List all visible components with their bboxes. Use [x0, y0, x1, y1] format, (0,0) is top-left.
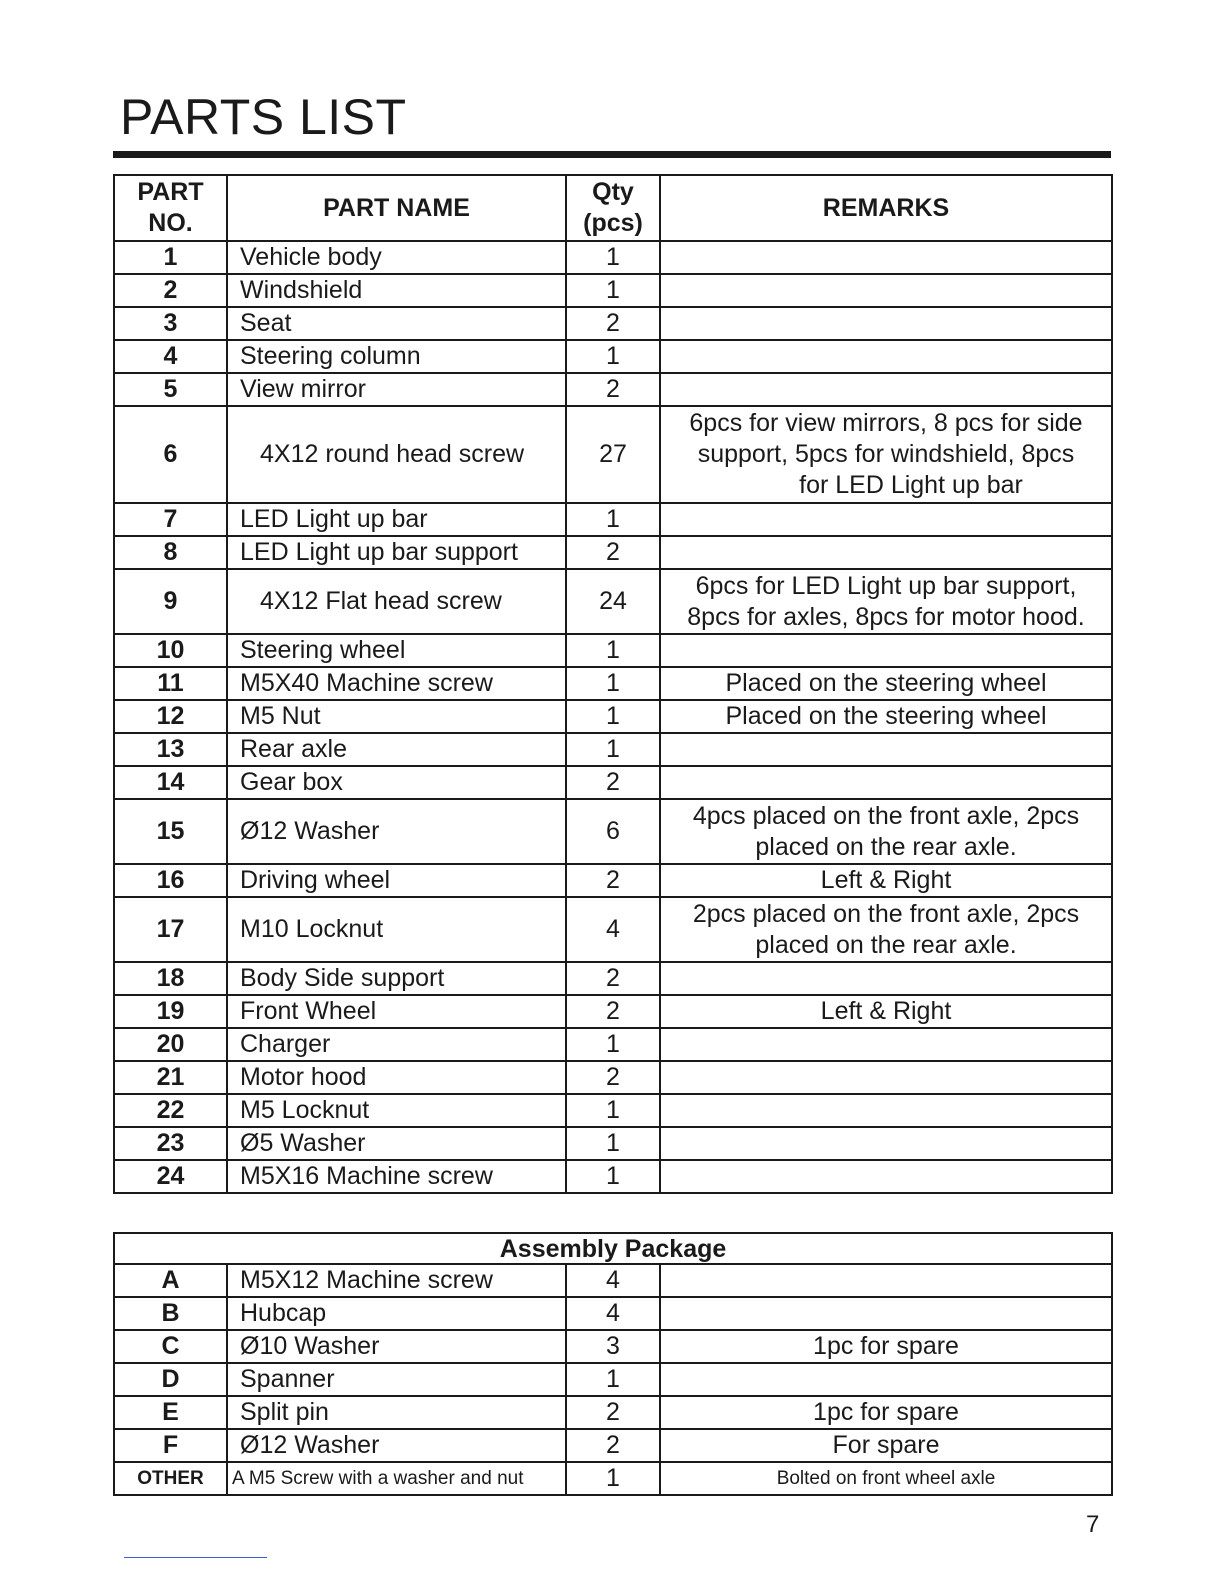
part-remarks [660, 241, 1112, 274]
part-no: 17 [114, 897, 227, 962]
part-remarks [660, 1094, 1112, 1127]
part-remarks: Left & Right [660, 864, 1112, 897]
part-no: 19 [114, 995, 227, 1028]
part-remarks [660, 1061, 1112, 1094]
part-remarks [660, 503, 1112, 536]
part-remarks [660, 1264, 1112, 1297]
part-name: Steering wheel [227, 634, 566, 667]
part-no: 1 [114, 241, 227, 274]
part-name: Rear axle [227, 733, 566, 766]
part-qty: 1 [566, 241, 660, 274]
part-qty: 1 [566, 1160, 660, 1193]
col-header-qty: Qty (pcs) [566, 175, 660, 241]
part-name: Vehicle body [227, 241, 566, 274]
part-no: 11 [114, 667, 227, 700]
part-name: Ø12 Washer [227, 1429, 566, 1462]
part-name: Hubcap [227, 1297, 566, 1330]
part-name: M5X16 Machine screw [227, 1160, 566, 1193]
part-remarks: 4pcs placed on the front axle, 2pcs placed on the rear axle. [660, 799, 1112, 864]
table-row [114, 1127, 1112, 1160]
part-qty: 1 [566, 1363, 660, 1396]
part-no: 14 [114, 766, 227, 799]
part-name: Charger [227, 1028, 566, 1061]
table-row [114, 1028, 1112, 1061]
part-remarks: Placed on the steering wheel [660, 700, 1112, 733]
part-qty: 1 [566, 340, 660, 373]
part-remarks [660, 373, 1112, 406]
part-qty: 24 [566, 569, 660, 634]
table-row [114, 1396, 1112, 1429]
part-name: M5X40 Machine screw [227, 667, 566, 700]
parts-table-header [114, 175, 1112, 241]
part-remarks [660, 766, 1112, 799]
part-remarks [660, 1297, 1112, 1330]
part-name: LED Light up bar [227, 503, 566, 536]
part-name: Seat [227, 307, 566, 340]
part-remarks [660, 536, 1112, 569]
part-qty: 1 [566, 503, 660, 536]
part-name: Windshield [227, 274, 566, 307]
part-no: 12 [114, 700, 227, 733]
table-row [114, 995, 1112, 1028]
table-row [114, 536, 1112, 569]
part-no: 16 [114, 864, 227, 897]
part-name: Ø12 Washer [227, 799, 566, 864]
part-qty: 1 [566, 274, 660, 307]
part-remarks [660, 634, 1112, 667]
part-qty: 2 [566, 1396, 660, 1429]
part-qty: 2 [566, 995, 660, 1028]
part-qty: 1 [566, 1094, 660, 1127]
part-no: 4 [114, 340, 227, 373]
part-no: 2 [114, 274, 227, 307]
part-name: View mirror [227, 373, 566, 406]
part-remarks [660, 962, 1112, 995]
part-qty: 2 [566, 1061, 660, 1094]
part-qty: 2 [566, 864, 660, 897]
part-no: 13 [114, 733, 227, 766]
table-row [114, 1094, 1112, 1127]
part-qty: 2 [566, 373, 660, 406]
assembly-package-table [113, 1232, 1113, 1496]
assembly-package-header [114, 1233, 1112, 1264]
part-qty: 1 [566, 733, 660, 766]
part-remarks: 6pcs for LED Light up bar support, 8pcs for axles, 8pcs for motor hood. [660, 569, 1112, 634]
table-row [114, 897, 1112, 962]
page-title: PARTS LIST [120, 89, 407, 145]
part-no: 24 [114, 1160, 227, 1193]
part-no: E [114, 1396, 227, 1429]
part-no: B [114, 1297, 227, 1330]
part-qty: 2 [566, 1429, 660, 1462]
part-name: Front Wheel [227, 995, 566, 1028]
table-row [114, 1363, 1112, 1396]
part-no: 20 [114, 1028, 227, 1061]
table-row [114, 406, 1112, 503]
part-name: Gear box [227, 766, 566, 799]
part-qty: 2 [566, 307, 660, 340]
table-row [114, 700, 1112, 733]
part-remarks: Bolted on front wheel axle [660, 1462, 1112, 1495]
table-row [114, 569, 1112, 634]
part-remarks [660, 274, 1112, 307]
part-qty: 4 [566, 1264, 660, 1297]
table-row [114, 1264, 1112, 1297]
part-remarks: 1pc for spare [660, 1396, 1112, 1429]
part-name: LED Light up bar support [227, 536, 566, 569]
table-row [114, 340, 1112, 373]
part-qty: 1 [566, 667, 660, 700]
part-no: A [114, 1264, 227, 1297]
table-row [114, 634, 1112, 667]
part-qty: 1 [566, 1028, 660, 1061]
part-qty: 2 [566, 536, 660, 569]
part-remarks: 2pcs placed on the front axle, 2pcs placed on the rear axle. [660, 897, 1112, 962]
col-header-part-no: PART NO. [114, 175, 227, 241]
part-name: M10 Locknut [227, 897, 566, 962]
part-qty: 2 [566, 962, 660, 995]
part-qty: 4 [566, 1297, 660, 1330]
part-name: 4X12 round head screw [227, 406, 566, 503]
assembly-package-title: Assembly Package [114, 1233, 1112, 1264]
table-row [114, 1330, 1112, 1363]
table-row [114, 1429, 1112, 1462]
part-no: F [114, 1429, 227, 1462]
part-remarks [660, 1028, 1112, 1061]
title-divider [113, 151, 1111, 158]
part-name: Body Side support [227, 962, 566, 995]
part-name: Ø10 Washer [227, 1330, 566, 1363]
part-no: 8 [114, 536, 227, 569]
table-row [114, 864, 1112, 897]
part-no: OTHER [114, 1462, 227, 1495]
part-no: D [114, 1363, 227, 1396]
part-name: A M5 Screw with a washer and nut [227, 1462, 566, 1495]
part-remarks: For spare [660, 1429, 1112, 1462]
part-qty: 27 [566, 406, 660, 503]
table-row [114, 1462, 1112, 1495]
table-row [114, 241, 1112, 274]
part-remarks: Placed on the steering wheel [660, 667, 1112, 700]
part-name: Driving wheel [227, 864, 566, 897]
part-no: 5 [114, 373, 227, 406]
part-no: 21 [114, 1061, 227, 1094]
table-row [114, 307, 1112, 340]
part-qty: 1 [566, 1462, 660, 1495]
table-row [114, 503, 1112, 536]
table-row [114, 766, 1112, 799]
col-header-part-name: PART NAME [227, 175, 566, 241]
part-qty: 1 [566, 634, 660, 667]
part-remarks [660, 1160, 1112, 1193]
part-no: 6 [114, 406, 227, 503]
col-header-remarks: REMARKS [660, 175, 1112, 241]
table-row [114, 1297, 1112, 1330]
part-no: 9 [114, 569, 227, 634]
part-name: Motor hood [227, 1061, 566, 1094]
table-row [114, 1061, 1112, 1094]
part-remarks: Left & Right [660, 995, 1112, 1028]
part-no: 15 [114, 799, 227, 864]
footer-divider [124, 1557, 267, 1558]
part-no: 3 [114, 307, 227, 340]
part-remarks [660, 340, 1112, 373]
part-no: 22 [114, 1094, 227, 1127]
table-row [114, 962, 1112, 995]
table-row [114, 1160, 1112, 1193]
part-name: M5 Nut [227, 700, 566, 733]
part-qty: 6 [566, 799, 660, 864]
part-remarks [660, 733, 1112, 766]
part-remarks [660, 1363, 1112, 1396]
part-name: Spanner [227, 1363, 566, 1396]
part-name: Steering column [227, 340, 566, 373]
page-number: 7 [1086, 1511, 1100, 1538]
part-no: 18 [114, 962, 227, 995]
part-no: 10 [114, 634, 227, 667]
table-row [114, 274, 1112, 307]
part-name: M5 Locknut [227, 1094, 566, 1127]
part-name: Ø5 Washer [227, 1127, 566, 1160]
part-qty: 2 [566, 766, 660, 799]
part-qty: 4 [566, 897, 660, 962]
part-remarks: 1pc for spare [660, 1330, 1112, 1363]
part-qty: 1 [566, 1127, 660, 1160]
part-remarks: 6pcs for view mirrors, 8 pcs for side support, 5pcs for windshield, 8pcs for LED Light up bar [660, 406, 1112, 503]
parts-table [113, 174, 1113, 1194]
part-name: 4X12 Flat head screw [227, 569, 566, 634]
part-remarks [660, 1127, 1112, 1160]
part-remarks [660, 307, 1112, 340]
part-no: 7 [114, 503, 227, 536]
part-name: Split pin [227, 1396, 566, 1429]
table-row [114, 799, 1112, 864]
table-row [114, 667, 1112, 700]
part-no: 23 [114, 1127, 227, 1160]
table-row [114, 733, 1112, 766]
part-qty: 1 [566, 700, 660, 733]
part-name: M5X12 Machine screw [227, 1264, 566, 1297]
part-qty: 3 [566, 1330, 660, 1363]
table-row [114, 373, 1112, 406]
part-no: C [114, 1330, 227, 1363]
